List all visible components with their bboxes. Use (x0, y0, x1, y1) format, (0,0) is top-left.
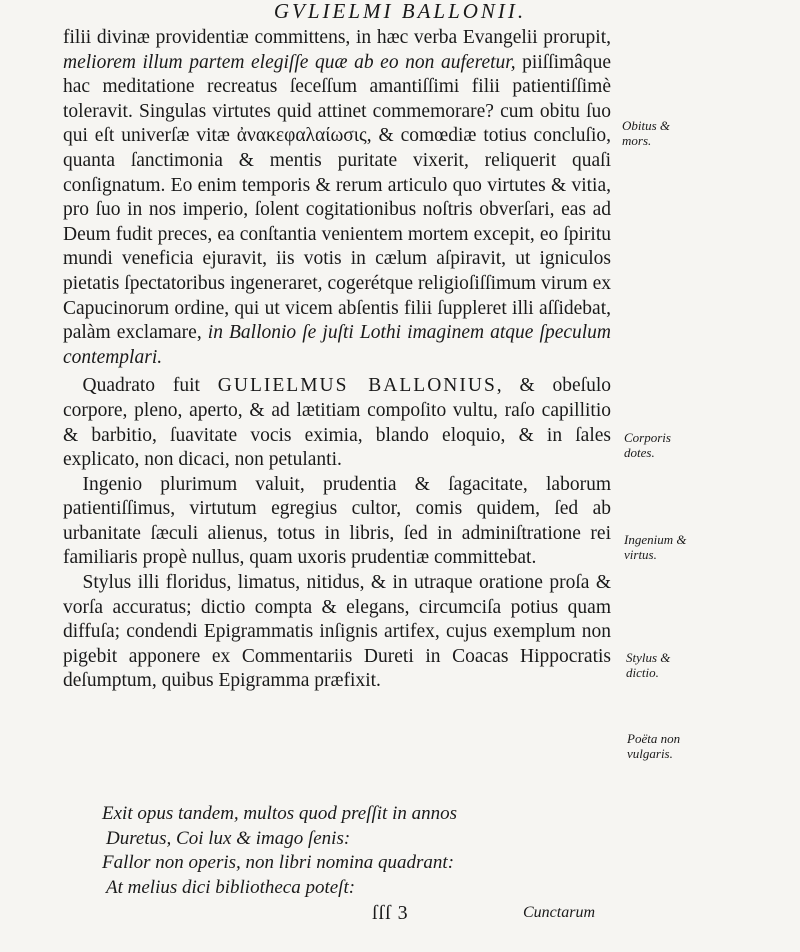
paragraph-4 (63, 571, 611, 694)
paragraph-1 (63, 26, 611, 370)
epigram-line-2: Duretus, Coi lux & imago ſenis: (106, 827, 351, 849)
marginal-note-obitus: Obitus & mors. (622, 118, 671, 148)
author-name: GULIELMUS BALLONIUS (217, 375, 497, 397)
paragraph-2 (63, 374, 611, 472)
marginal-note-corporis: Corporis dotes. (624, 430, 671, 460)
text-segment: , & obeſulo corpore, pleno, aperto, & ad lætitiam compoſito vultu, raſo capillitio & barbitio, ſuavitate vocis eximia, blando eloquio, & in ſales explicato, non dicaci, non petulanti. (63, 375, 611, 471)
text-segment: piiſſimâque hac meditatione recreatus ſeceſſum amantiſſimi filii patientiſſimè toleravit. Singulas virtutes quid attinet commemorare? cum obitu ſuo qui eſt univerſæ vitæ ἀνακεφαλαίωσις, & comœdiæ totius concluſio, quanta ſanctimonia & mentis puritate vixerit, reliquerit quaſi conſignatum. Eo enim temporis & rerum articulo quo virtutes & vitia, pro ſuo in nos imperio, ſolent cogitationibus noſtris obverſari, eas ad Deum fudit preces, ea conſtantia venientem mortem excepit, eo ſpiritu mundi veneficia ejuravit, iis votis in cælum aſpiravit, ut igniculos pietatis ſpectatoribus ingeneraret, cogerétque religioſiſſimum virum ex Capucinorum ordine, qui ut vicem abſentis filii ſuppleret illi aſſidebat, palàm exclamare, (63, 51, 611, 344)
text-segment: Quadrato fuit (82, 375, 218, 397)
running-title: GVLIELMI BALLONII. (273, 0, 527, 23)
epigram-line-1: Exit opus tandem, multos quod preſſit in annos (102, 803, 458, 824)
text-segment: filii divinæ providentiæ committens, in hæc verba Evangelii prorupit, (63, 27, 611, 48)
text-segment: Ingenio plurimum valuit, prudentia & ſagacitate, laborum patientiſſimus, virtutum egregius cultor, comis quidem, ſed ab urbanitate ſæculi alienus, totus in libris, ſed in adminiſtratione rei familiaris propè nullus, quam uxoris prudentiæ committebat. (63, 473, 611, 569)
epigram (102, 802, 562, 900)
marginal-note-stylus: Stylus & dictio. (626, 650, 671, 680)
italic-quote: meliorem illum partem elegiſſe quæ ab eo non auferetur, (63, 51, 516, 73)
italic-quote: in Ballonio ſe juſti Lothi imaginem atque ſpeculum contemplari. (63, 322, 612, 368)
epigram-line-4: At melius dici bibliotheca poteſt: (106, 876, 356, 898)
marginal-note-poeta: Poëta non vulgaris. (627, 731, 681, 761)
paragraph-3 (63, 473, 611, 571)
signature-mark: ſſſ 3 (372, 902, 409, 924)
text-segment: Stylus illi floridus, limatus, nitidus, & in utraque oratione proſa & vorſa accuratus; dictio compta & elegans, circumciſa potius quam diffuſa; condendi Epigrammatis inſignis artifex, cujus exemplum non pigebit apponere ex Commentariis Dureti in Coacas Hippocratis deſumptum, quibus Epigramma præfixit. (63, 572, 611, 692)
epigram-line-3: Fallor non operis, non libri nomina quadrant: (102, 852, 455, 873)
catchword: Cunctarum (523, 904, 595, 921)
main-text (63, 26, 611, 694)
marginal-note-ingenium: Ingenium & virtus. (624, 532, 687, 562)
